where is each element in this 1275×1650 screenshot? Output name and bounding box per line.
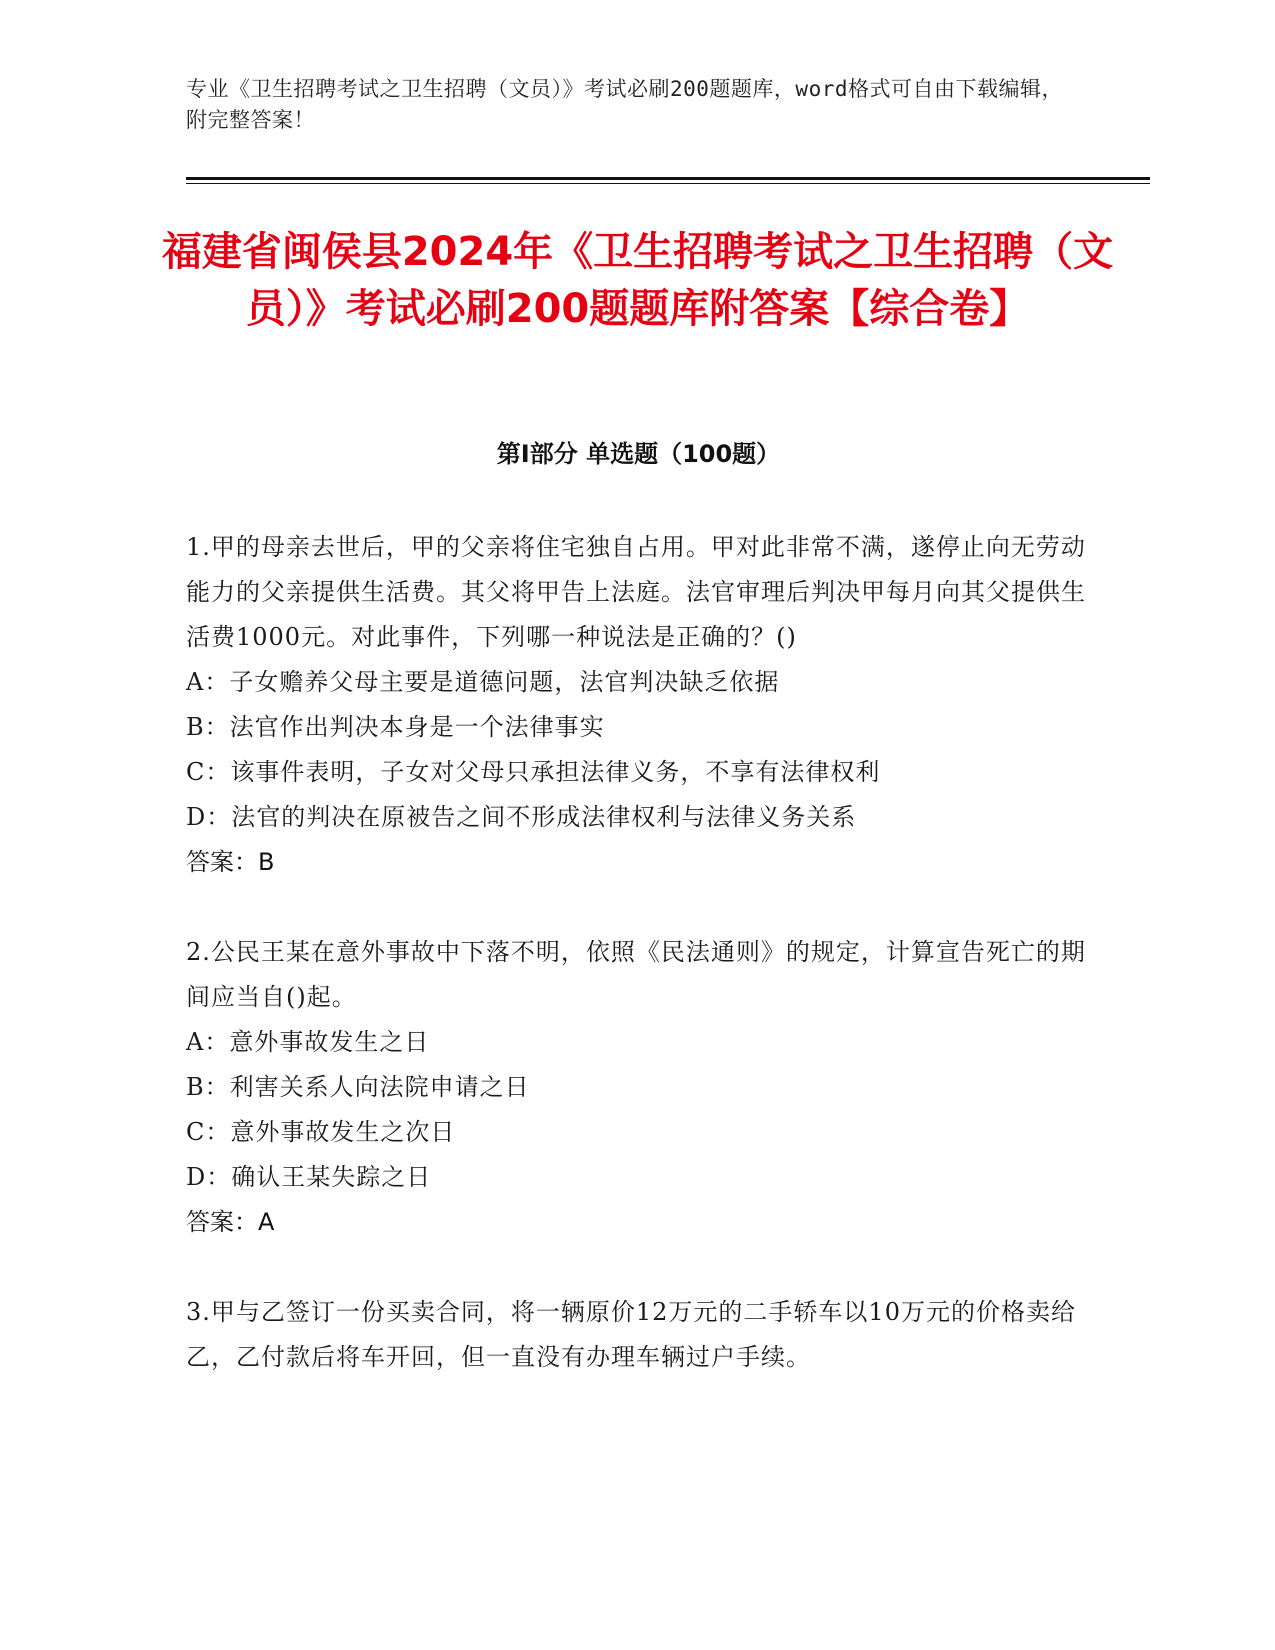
question-stem: 3.甲与乙签订一份买卖合同，将一辆原价12万元的二手轿车以10万元的价格卖给乙，乙付款后将车开回，但一直没有办理车辆过户手续。 (186, 1298, 1076, 1371)
section-heading: 第Ⅰ部分 单选题（100题） (496, 440, 781, 468)
question-stem: 1.甲的母亲去世后，甲的父亲将住宅独自占用。甲对此非常不满，遂停止向无劳动能力的父亲提供生活费。其父将甲告上法庭。法官审理后判决甲每月向其父提供生活费1000元。对此事件，下列哪一种说法是正确的？() (186, 533, 1086, 651)
question-list (186, 525, 1086, 1425)
header-note: 专业《卫生招聘考试之卫生招聘（文员）》考试必刷200题题库，word格式可自由下载编辑，附完整答案！ (186, 77, 1063, 132)
option-b: B：法官作出判决本身是一个法律事实 (186, 713, 605, 741)
option-c: C：该事件表明，子女对父母只承担法律义务，不享有法律权利 (186, 758, 881, 786)
question-2 (186, 930, 1086, 1245)
header-divider-thin (186, 183, 1150, 184)
option-b: B：利害关系人向法院申请之日 (186, 1073, 530, 1101)
option-a: A：子女赡养父母主要是道德问题，法官判决缺乏依据 (186, 668, 780, 696)
question-3 (186, 1290, 1086, 1380)
answer-line: 答案：B (186, 848, 275, 876)
option-c: C：意外事故发生之次日 (186, 1118, 456, 1146)
document-title: 福建省闽侯县2024年《卫生招聘考试之卫生招聘（文员）》考试必刷200题题库附答案【综合卷】 (161, 229, 1114, 332)
question-1 (186, 525, 1086, 885)
option-a: A：意外事故发生之日 (186, 1028, 430, 1056)
option-d: D：法官的判决在原被告之间不形成法律权利与法律义务关系 (186, 803, 857, 831)
question-stem: 2.公民王某在意外事故中下落不明，依照《民法通则》的规定，计算宣告死亡的期间应当自()起。 (186, 938, 1086, 1011)
answer-line: 答案：A (186, 1208, 275, 1236)
option-d: D：确认王某失踪之日 (186, 1163, 432, 1191)
header-divider-thick (186, 177, 1150, 180)
